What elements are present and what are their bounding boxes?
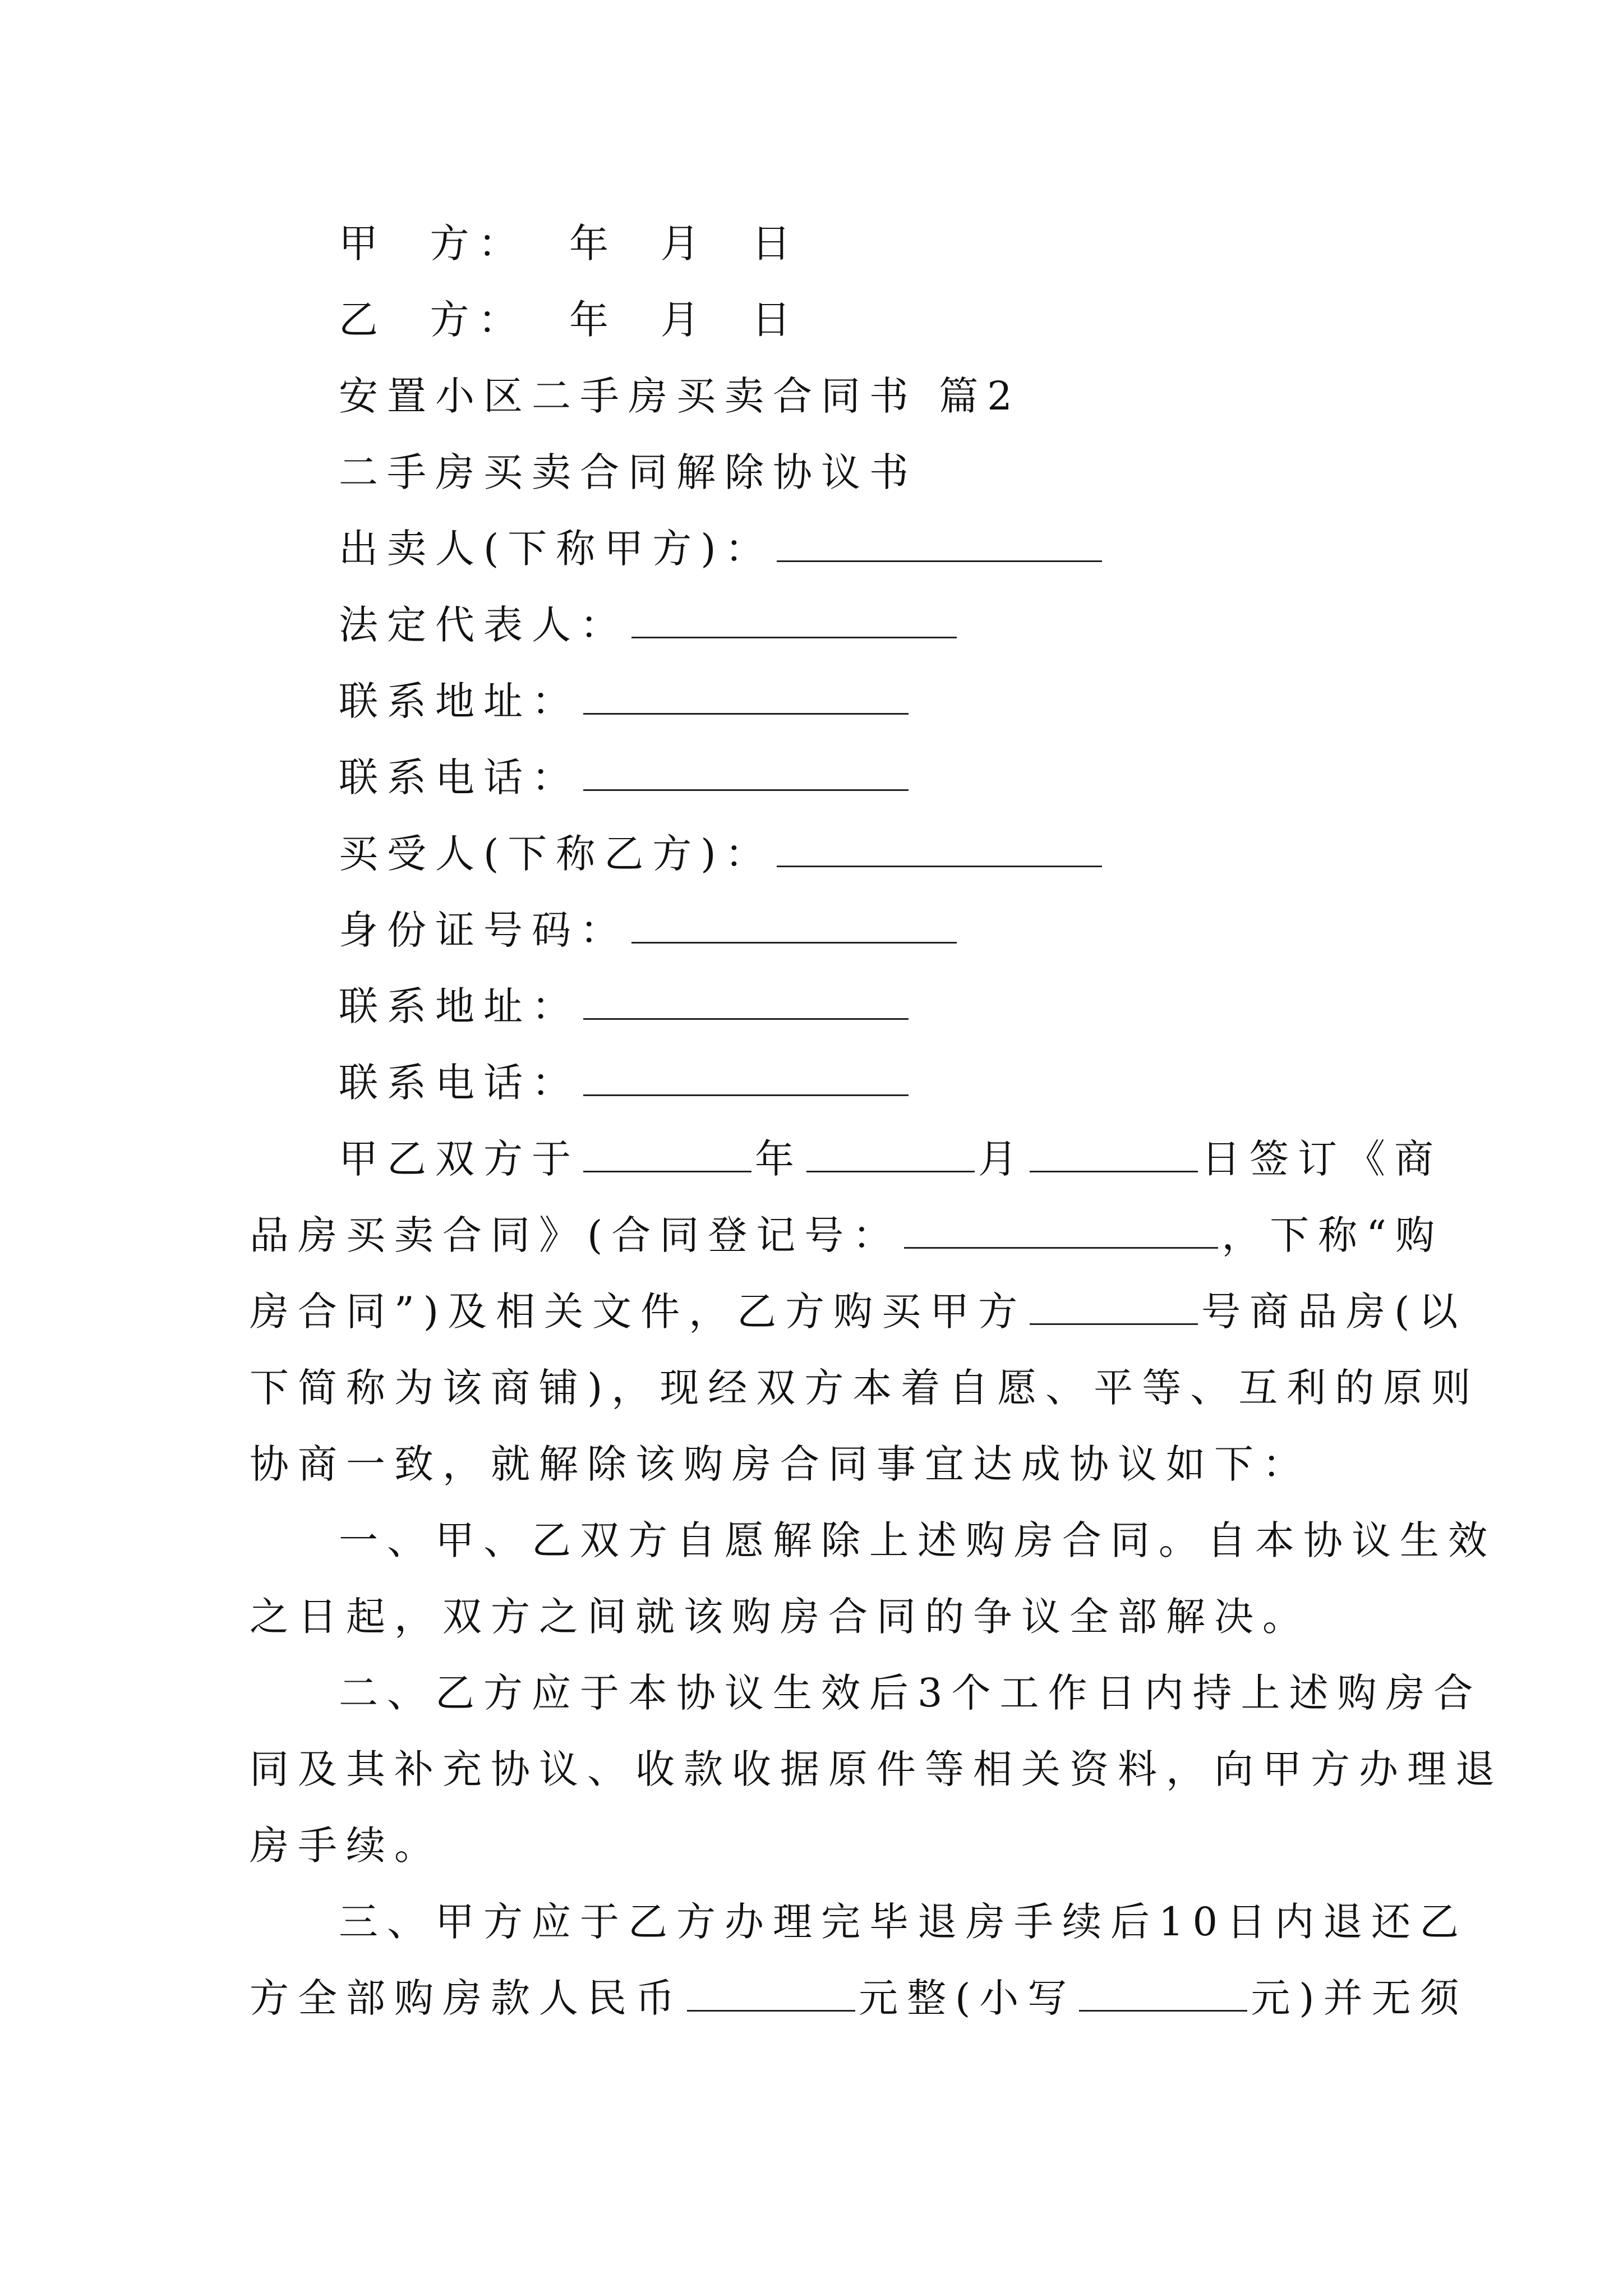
buyer-label: 买受人(下称乙方)： [339, 831, 773, 877]
intro-text: 日签订《商 [1201, 1136, 1442, 1182]
clause-text: 三、甲方应于乙方办理完毕退房手续后10日内退还乙 [339, 1899, 1468, 1945]
year-blank[interactable] [583, 1131, 751, 1172]
seller-address-label: 联系地址： [339, 678, 580, 724]
intro-line-2 [0, 1196, 1623, 1274]
clause-2-line-1 [0, 1654, 1623, 1732]
seller-address-blank[interactable] [583, 674, 909, 715]
buyer-row [0, 815, 1623, 893]
intro-text: 月 [978, 1136, 1026, 1182]
clause-text: 方全部购房款人民币 [250, 1975, 684, 2021]
legal-rep-row [0, 586, 1623, 664]
day-blank[interactable] [1030, 1131, 1198, 1172]
clause-2-line-2 [0, 1730, 1623, 1809]
buyer-address-blank[interactable] [583, 979, 909, 1020]
agreement-title-text: 二手房买卖合同解除协议书 [339, 449, 917, 495]
intro-text: 协商一致，就解除该购房合同事宜达成协议如下： [250, 1441, 1311, 1487]
clause-text: 元整(小写 [859, 1975, 1076, 2021]
id-number-label: 身份证号码： [339, 907, 628, 953]
signature-party-a [0, 204, 1623, 283]
section-heading-text: 安置小区二手房买卖合同书 篇2 [339, 373, 1021, 419]
intro-line-3 [0, 1272, 1623, 1351]
seller-phone-blank[interactable] [583, 750, 909, 791]
contract-reg-number-blank[interactable] [904, 1208, 1218, 1249]
buyer-address-row [0, 967, 1623, 1046]
clause-3-line-2 [0, 1959, 1623, 2037]
intro-text: ，下称“购 [1221, 1212, 1444, 1258]
seller-address-row [0, 662, 1623, 740]
clause-text: 元)并无须 [1251, 1975, 1468, 2021]
intro-text: 房合同”)及相关文件，乙方购买甲方 [250, 1289, 1027, 1335]
amount-uppercase-blank[interactable] [687, 1971, 855, 2012]
intro-text: 年 [755, 1136, 803, 1182]
clause-text: 一、甲、乙双方自愿解除上述购房合同。自本协议生效 [339, 1517, 1496, 1563]
intro-text: 品房买卖合同》(合同登记号： [250, 1212, 901, 1258]
intro-line-5 [0, 1425, 1623, 1503]
intro-text: 下简称为该商铺)，现经双方本着自愿、平等、互利的原则 [250, 1365, 1480, 1411]
amount-lowercase-blank[interactable] [1079, 1971, 1247, 2012]
seller-name-blank[interactable] [777, 521, 1102, 562]
seller-row [0, 509, 1623, 588]
clause-1-line-1 [0, 1501, 1623, 1580]
signature-party-b [0, 280, 1623, 359]
seller-phone-row [0, 738, 1623, 817]
clause-text: 房手续。 [250, 1823, 442, 1869]
clause-text: 之日起，双方之间就该购房合同的争议全部解决。 [250, 1594, 1311, 1640]
id-number-row [0, 891, 1623, 969]
seller-label: 出卖人(下称甲方)： [339, 526, 773, 572]
intro-text: 号商品房(以 [1201, 1289, 1467, 1335]
legal-rep-label: 法定代表人： [339, 602, 628, 648]
month-blank[interactable] [806, 1131, 975, 1172]
house-number-blank[interactable] [1030, 1284, 1198, 1325]
signature-party-a-text: 甲 方： 年 月 日 [339, 220, 800, 266]
id-number-blank[interactable] [631, 903, 957, 944]
intro-line-1 [0, 1120, 1623, 1198]
clause-text: 同及其补充协议、收款收据原件等相关资料，向甲方办理退 [250, 1746, 1504, 1792]
buyer-name-blank[interactable] [777, 826, 1102, 867]
clause-3-line-1 [0, 1883, 1623, 1961]
clause-1-line-2 [0, 1577, 1623, 1656]
buyer-phone-label: 联系电话： [339, 1060, 580, 1106]
clause-text: 二、乙方应于本协议生效后3个工作日内持上述购房合 [339, 1670, 1482, 1716]
agreement-title [0, 433, 1623, 512]
buyer-phone-blank[interactable] [583, 1055, 909, 1096]
intro-line-4 [0, 1349, 1623, 1427]
intro-text: 甲乙双方于 [339, 1136, 580, 1182]
seller-phone-label: 联系电话： [339, 754, 580, 800]
buyer-address-label: 联系地址： [339, 983, 580, 1029]
section-heading [0, 357, 1623, 435]
clause-2-line-3 [0, 1806, 1623, 1885]
buyer-phone-row [0, 1043, 1623, 1122]
legal-rep-blank[interactable] [631, 597, 957, 638]
signature-party-b-text: 乙 方： 年 月 日 [339, 297, 800, 343]
